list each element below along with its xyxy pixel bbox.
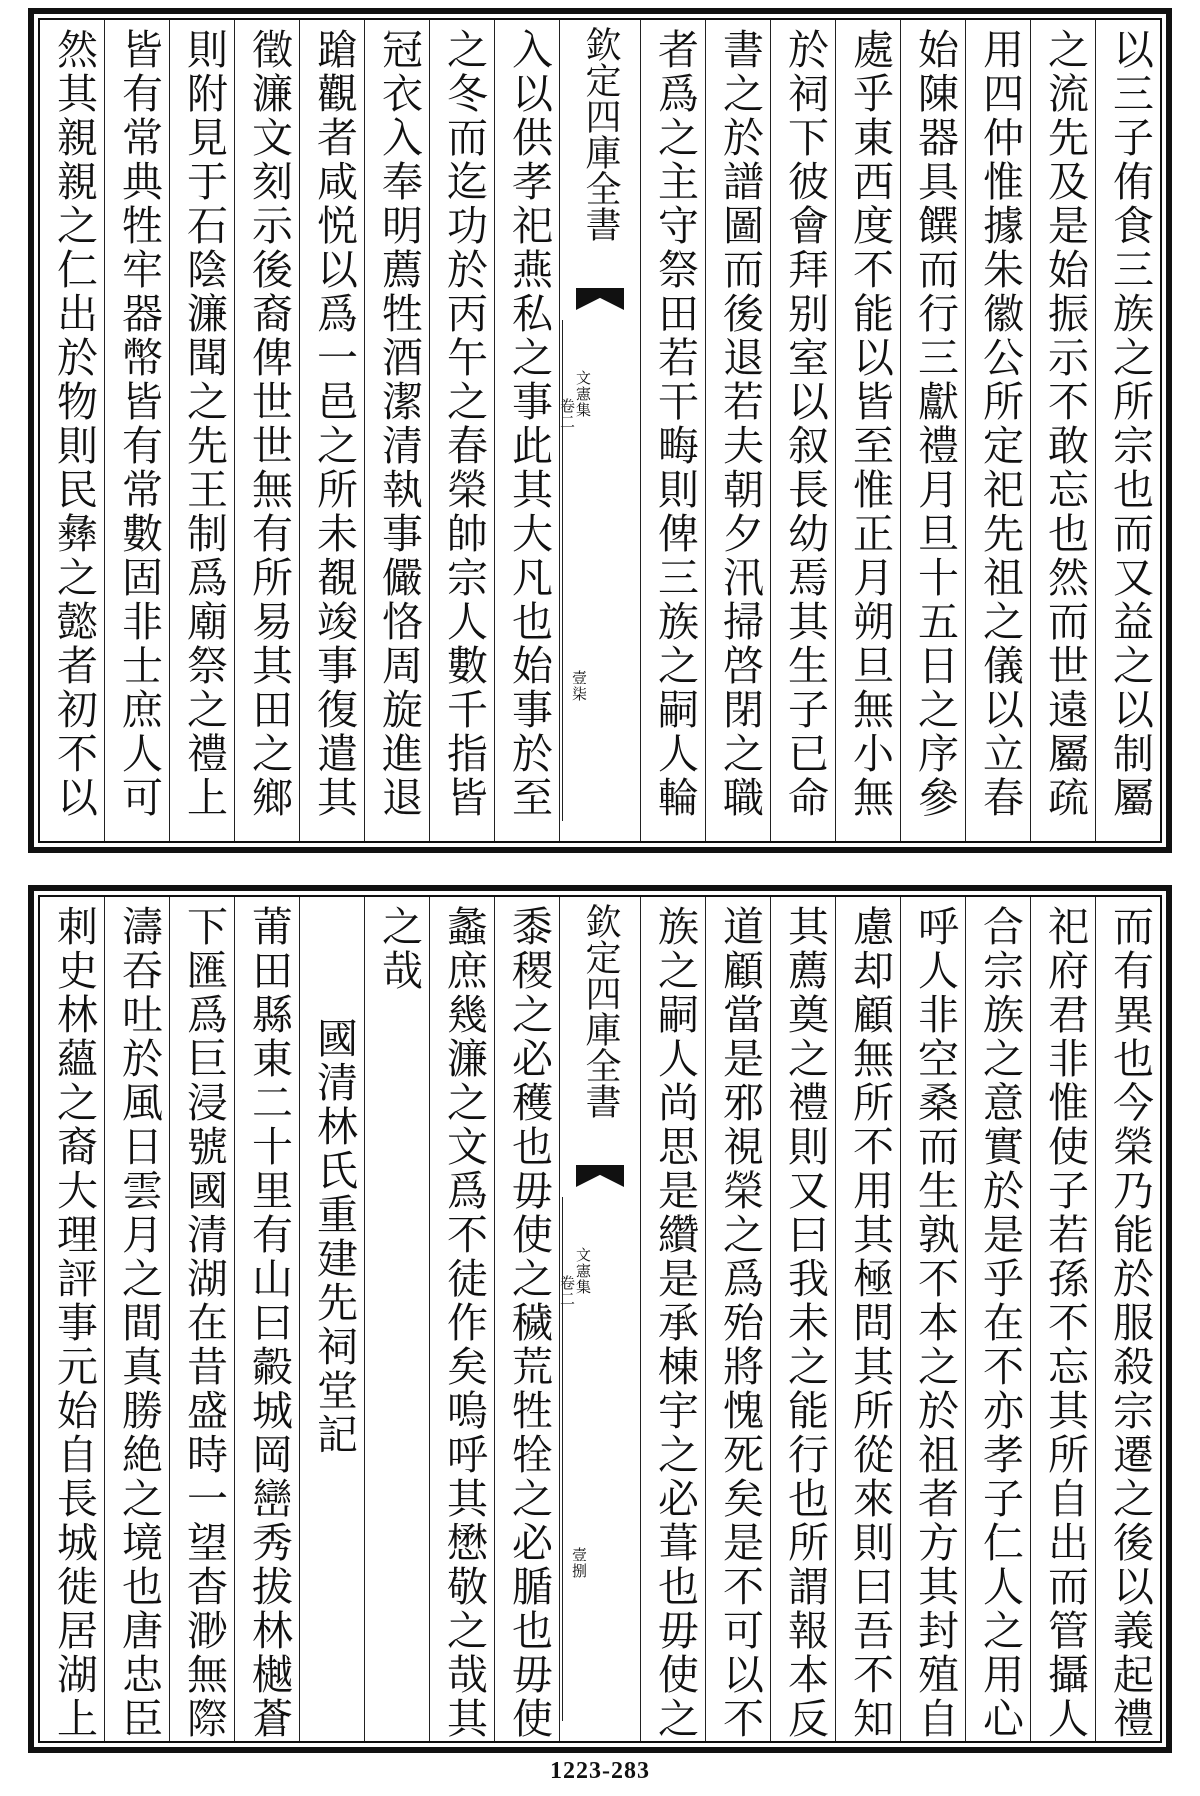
text-column: 祀府君非惟使子若孫不忘其所自出而管攝人: [1030, 897, 1095, 1741]
book-title: 欽定四庫全書: [580, 903, 621, 1119]
text-column: 族之嗣人尚思是纘是承棟宇之必葺也毋使之: [640, 897, 705, 1741]
text-column: 則附見于石陰濂聞之先王制爲廟祭之禮上: [169, 20, 234, 841]
top-page: [28, 8, 1172, 853]
bottom-page: [28, 885, 1172, 1753]
gutter-rule: [562, 320, 563, 821]
text-column: 然其親親之仁出於物則民彝之懿者初不以: [50, 28, 98, 820]
text-column: 之流先及是始振示不敢忘也然而世遠屬疏: [1030, 20, 1095, 841]
text-column: 道顧當是邪視榮之爲殆將愧死矣是不可以不: [705, 897, 770, 1741]
text-column: 徵濂文刻示後裔俾世世無有所易其田之鄉: [234, 20, 299, 841]
collection-name: 文憲集: [574, 370, 592, 418]
collection-name: 文憲集: [574, 1247, 592, 1295]
leaf-number: 壹捌: [570, 1547, 588, 1579]
text-column: 以三子侑食三族之所宗也而又益之以制屬: [1095, 20, 1160, 841]
text-column: 莆田縣東二十里有山曰㲉城岡巒秀拔林樾蒼: [234, 897, 299, 1741]
fishtail-mark-icon: [576, 288, 624, 310]
text-column: 始陳器具饌而行三獻禮月旦十五日之序參: [900, 20, 965, 841]
essay-title: 國清林氏重建先祠堂記: [299, 897, 364, 1741]
fishtail-mark-icon: [576, 1165, 624, 1187]
text-column: 用四仲惟據朱徽公所定祀先祖之儀以立春: [965, 20, 1030, 841]
text-column: 黍稷之必穫也毋使之穢荒牲牷之必腯也毋使: [494, 897, 559, 1741]
text-column: 冠衣入奉明薦牲酒潔清執事儼恪周旋進退: [364, 20, 429, 841]
text-column: 慮却顧無所不用其極問其所從來則曰吾不知: [835, 897, 900, 1741]
center-gutter: [559, 897, 640, 1741]
text-column: 入以供孝祀燕私之事此其大凡也始事於至: [494, 20, 559, 841]
top-page-frame: [38, 18, 1162, 843]
text-column: 合宗族之意實於是乎在不亦孝子仁人之用心: [965, 897, 1030, 1741]
bottom-page-columns: [40, 897, 1160, 1741]
text-column: 下匯爲巨浸號國清湖在昔盛時一望杳渺無際: [169, 897, 234, 1741]
bottom-page-frame: [38, 895, 1162, 1743]
juan-number: 卷二: [558, 398, 576, 430]
text-column: 而有異也今榮乃能於服殺宗遷之後以義起禮: [1095, 897, 1160, 1741]
text-column: 於祠下彼會拜别室以叙長幼焉其生子已命: [770, 20, 835, 841]
center-gutter: [559, 20, 640, 841]
text-column: 呼人非空桑而生孰不本之於祖者方其封殖自: [900, 897, 965, 1741]
text-column: 處乎東西度不能以皆至惟正月朔旦無小無: [835, 20, 900, 841]
text-column: 其薦奠之禮則又曰我未之能行也所謂報本反: [770, 897, 835, 1741]
text-column: 蠡庶幾濂之文爲不徒作矣嗚呼其懋敬之哉其: [429, 897, 494, 1741]
text-column: 書之於譜圖而後退若夫朝夕汛掃啓閉之職: [705, 20, 770, 841]
text-column: 濤吞吐於風日雲月之間真勝絶之境也唐忠臣: [104, 897, 169, 1741]
text-column: 之哉: [364, 897, 429, 1741]
text-column: 刺史林蘊之裔大理評事元始自長城徙居湖上: [50, 905, 98, 1741]
page-footer-number: 1223-283: [550, 1758, 650, 1784]
leaf-number: 壹柒: [570, 670, 588, 702]
text-column: 蹌觀者咸悦以爲一邑之所未覩竣事復遣其: [299, 20, 364, 841]
juan-number: 卷二: [558, 1275, 576, 1307]
text-column: 者爲之主守祭田若干畮則俾三族之嗣人輪: [640, 20, 705, 841]
book-title: 欽定四庫全書: [580, 26, 621, 242]
text-column: 皆有常典牲牢器幣皆有常數固非士庶人可: [104, 20, 169, 841]
text-column: 之冬而迄功於丙午之春榮帥宗人數千指皆: [429, 20, 494, 841]
top-page-columns: [40, 20, 1160, 841]
